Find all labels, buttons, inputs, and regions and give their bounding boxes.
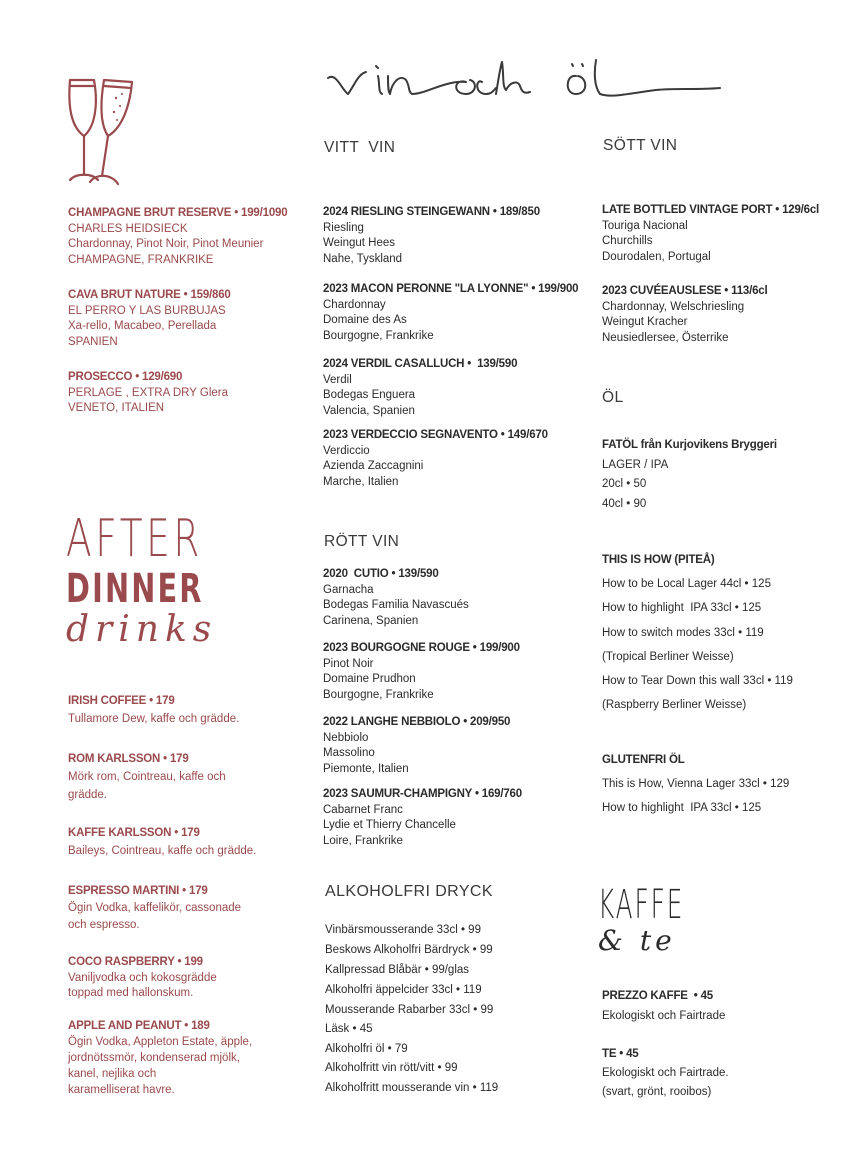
item-title: PROSECCO • 129/690 bbox=[68, 371, 183, 383]
after-dinner-item bbox=[68, 1018, 308, 1098]
item-line: Lydie et Thierry Chancelle bbox=[323, 819, 456, 831]
after-dinner-item bbox=[68, 883, 308, 934]
item-title: 2023 MACON PERONNE "LA LYONNE" • 199/900 bbox=[323, 283, 579, 295]
item-line: Chardonnay bbox=[323, 298, 386, 311]
after-dinner-heading bbox=[66, 509, 286, 650]
item-title: KAFFE KARLSSON • 179 bbox=[68, 827, 200, 839]
item-line: Carinena, Spanien bbox=[323, 614, 419, 627]
item-line: Chardonnay, Welschriesling bbox=[602, 300, 745, 313]
red-wine-heading: RÖTT VIN bbox=[324, 533, 400, 550]
non-alcoholic-heading: ALKOHOLFRI DRYCK bbox=[325, 883, 493, 900]
item-title: APPLE AND PEANUT • 189 bbox=[68, 1020, 210, 1032]
list-item: Vinbärsmousserande 33cl • 99 bbox=[325, 924, 481, 936]
wine-item bbox=[602, 284, 852, 346]
list-item: Alkoholfritt vin rött/vitt • 99 bbox=[325, 1062, 458, 1074]
item-title: GLUTENFRI ÖL bbox=[602, 754, 685, 766]
wine-item bbox=[323, 567, 593, 629]
item-line: Garnacha bbox=[323, 583, 374, 596]
wine-item bbox=[323, 715, 593, 777]
item-line: Churchills bbox=[602, 235, 653, 247]
item-title: ESPRESSO MARTINI • 179 bbox=[68, 885, 208, 897]
wine-item bbox=[323, 357, 593, 419]
item-line: Loire, Frankrike bbox=[323, 834, 403, 847]
coffee-item bbox=[602, 986, 852, 1026]
item-title: CHAMPAGNE BRUT RESERVE • 199/1090 bbox=[68, 207, 288, 219]
item-line: Massolino bbox=[323, 747, 375, 759]
item-line: Mörk rom, Cointreau, kaffe och bbox=[68, 771, 226, 783]
item-line: (svart, grönt, rooibos) bbox=[602, 1086, 712, 1098]
wine-item bbox=[323, 787, 593, 849]
coffee-item bbox=[602, 1045, 852, 1102]
item-title: FATÖL från Kurjovikens Bryggeri bbox=[602, 439, 777, 451]
item-line: How to switch modes 33cl • 119 bbox=[602, 626, 764, 639]
item-line: Marche, Italien bbox=[323, 475, 399, 488]
te-heading: & te bbox=[598, 924, 676, 957]
item-line: How to Tear Down this wall 33cl • 119 bbox=[602, 675, 793, 688]
item-line: CHARLES HEIDSIECK bbox=[68, 222, 188, 235]
item-line: Domaine Prudhon bbox=[323, 673, 416, 685]
sparkling-item bbox=[68, 206, 308, 268]
item-title: LATE BOTTLED VINTAGE PORT • 129/6cl bbox=[602, 204, 820, 216]
item-line: LAGER / IPA bbox=[602, 458, 669, 471]
item-line: karamelliserat havre. bbox=[68, 1084, 175, 1096]
wine-item bbox=[323, 641, 593, 703]
beer-heading: ÖL bbox=[602, 389, 624, 406]
item-line: (Raspberry Berliner Weisse) bbox=[602, 699, 747, 712]
list-item: Kallpressad Blåbär • 99/glas bbox=[325, 964, 470, 976]
item-line: How to highlight IPA 33cl • 125 bbox=[602, 802, 762, 815]
item-line: SPANIEN bbox=[68, 335, 118, 348]
item-line: Cabarnet Franc bbox=[323, 803, 403, 816]
item-line: Touriga Nacional bbox=[602, 219, 688, 232]
sweet-wine-heading: SÖTT VIN bbox=[603, 137, 678, 154]
item-line: Xa-rello, Macabeo, Perellada bbox=[68, 320, 217, 332]
item-line: (Tropical Berliner Weisse) bbox=[602, 650, 734, 663]
this-is-how-beers bbox=[602, 548, 852, 717]
item-title: THIS IS HOW (PITEÅ) bbox=[602, 554, 715, 566]
item-title: 2022 LANGHE NEBBIOLO • 209/950 bbox=[323, 716, 511, 728]
list-item: Alkoholfri öl • 79 bbox=[325, 1043, 408, 1055]
item-line: Bodegas Enguera bbox=[323, 389, 416, 401]
item-line: CHAMPAGNE, FRANKRIKE bbox=[68, 253, 214, 266]
item-line: Riesling bbox=[323, 221, 364, 234]
sparkling-item bbox=[68, 370, 308, 417]
item-line: Ögin Vodka, Appleton Estate, äpple, bbox=[68, 1036, 253, 1048]
dinner-heading: DINNER bbox=[66, 566, 204, 612]
list-item: Läsk • 45 bbox=[325, 1023, 373, 1035]
vin-och-ol-heading bbox=[326, 56, 726, 106]
item-line: Ekologiskt och Fairtrade bbox=[602, 1010, 726, 1022]
item-line: This is How, Vienna Lager 33cl • 129 bbox=[602, 778, 790, 791]
after-dinner-item bbox=[68, 824, 308, 860]
item-line: Vaniljvodka och kokosgrädde bbox=[68, 971, 217, 984]
item-line: How to highlight IPA 33cl • 125 bbox=[602, 602, 762, 615]
item-line: Verdiccio bbox=[323, 444, 370, 457]
item-line: Nebbiolo bbox=[323, 731, 369, 744]
non-alcoholic-list bbox=[325, 924, 585, 1104]
item-line: Nahe, Tyskland bbox=[323, 252, 403, 265]
item-line: och espresso. bbox=[68, 919, 140, 931]
coffee-heading bbox=[598, 884, 748, 956]
wine-item bbox=[602, 203, 852, 265]
item-title: 2023 VERDECCIO SEGNAVENTO • 149/670 bbox=[323, 429, 548, 441]
item-line: Pinot Noir bbox=[323, 657, 374, 670]
item-title: 2024 RIESLING STEINGEWANN • 189/850 bbox=[323, 206, 540, 218]
item-line: Bourgogne, Frankrike bbox=[323, 688, 434, 701]
item-line: VENETO, ITALIEN bbox=[68, 402, 165, 414]
item-line: Ekologiskt och Fairtrade. bbox=[602, 1067, 729, 1079]
wine-item bbox=[323, 205, 593, 267]
item-title: IRISH COFFEE • 179 bbox=[68, 695, 175, 707]
after-dinner-item bbox=[68, 692, 308, 728]
list-item: Alkoholfritt mousserande vin • 119 bbox=[325, 1082, 499, 1094]
item-line: Tullamore Dew, kaffe och grädde. bbox=[68, 713, 240, 725]
item-title: 2020 CUTIO • 139/590 bbox=[323, 568, 439, 580]
item-line: Baileys, Cointreau, kaffe och grädde. bbox=[68, 845, 257, 857]
item-title: 2023 SAUMUR-CHAMPIGNY • 169/760 bbox=[323, 788, 522, 800]
gluten-free-beers bbox=[602, 748, 852, 821]
after-dinner-item bbox=[68, 750, 308, 804]
item-line: grädde. bbox=[68, 789, 108, 801]
item-line: Neusiedlersee, Österrike bbox=[602, 331, 729, 344]
list-item: Mousserande Rabarber 33cl • 99 bbox=[325, 1004, 494, 1016]
list-item: Beskows Alkoholfri Bärdryck • 99 bbox=[325, 944, 493, 956]
item-line: kanel, nejlika och bbox=[68, 1068, 157, 1080]
item-line: Bourgogne, Frankrike bbox=[323, 329, 434, 342]
item-line: Bodegas Familia Navascués bbox=[323, 599, 469, 611]
item-title: 2024 VERDIL CASALLUCH • 139/590 bbox=[323, 358, 518, 370]
item-line: Ögin Vodka, kaffelikör, cassonade bbox=[68, 902, 242, 914]
list-item: Alkoholfri äppelcider 33cl • 119 bbox=[325, 984, 482, 996]
item-line: Azienda Zaccagnini bbox=[323, 460, 424, 472]
white-wine-heading: VITT VIN bbox=[324, 139, 396, 156]
item-title: CAVA BRUT NATURE • 159/860 bbox=[68, 289, 231, 301]
after-heading: AFTER bbox=[66, 509, 204, 569]
item-title: PREZZO KAFFE • 45 bbox=[602, 990, 713, 1002]
item-title: 2023 CUVÉEAUSLESE • 113/6cl bbox=[602, 285, 768, 297]
item-title: ROM KARLSSON • 179 bbox=[68, 753, 189, 765]
item-line: Valencia, Spanien bbox=[323, 404, 415, 417]
item-line: Domaine des As bbox=[323, 314, 407, 326]
item-line: Chardonnay, Pinot Noir, Pinot Meunier bbox=[68, 238, 264, 250]
item-line: 20cl • 50 bbox=[602, 478, 647, 490]
sparkling-item bbox=[68, 288, 308, 350]
item-line: EL PERRO Y LAS BURBUJAS bbox=[68, 304, 226, 317]
item-line: Piemonte, Italien bbox=[323, 762, 409, 775]
drinks-heading: drinks bbox=[66, 609, 218, 650]
item-line: 40cl • 90 bbox=[602, 497, 647, 510]
item-line: Weingut Hees bbox=[323, 237, 396, 249]
item-line: Verdil bbox=[323, 373, 352, 386]
kaffe-heading: KAFFE bbox=[598, 882, 685, 928]
item-line: Weingut Kracher bbox=[602, 316, 688, 328]
item-line: toppad med hallonskum. bbox=[68, 987, 194, 999]
item-line: jordnötssmör, kondenserad mjölk, bbox=[68, 1052, 240, 1064]
item-line: PERLAGE , EXTRA DRY Glera bbox=[68, 386, 228, 399]
item-title: TE • 45 bbox=[602, 1048, 639, 1060]
draft-beer bbox=[602, 436, 852, 514]
wine-item bbox=[323, 428, 593, 490]
item-line: How to be Local Lager 44cl • 125 bbox=[602, 578, 771, 591]
item-line: Dourodalen, Portugal bbox=[602, 250, 711, 263]
champagne-glasses-icon bbox=[62, 74, 142, 190]
item-title: COCO RASPBERRY • 199 bbox=[68, 956, 203, 968]
wine-item bbox=[323, 282, 593, 344]
item-title: 2023 BOURGOGNE ROUGE • 199/900 bbox=[323, 642, 520, 654]
after-dinner-item bbox=[68, 955, 308, 1002]
